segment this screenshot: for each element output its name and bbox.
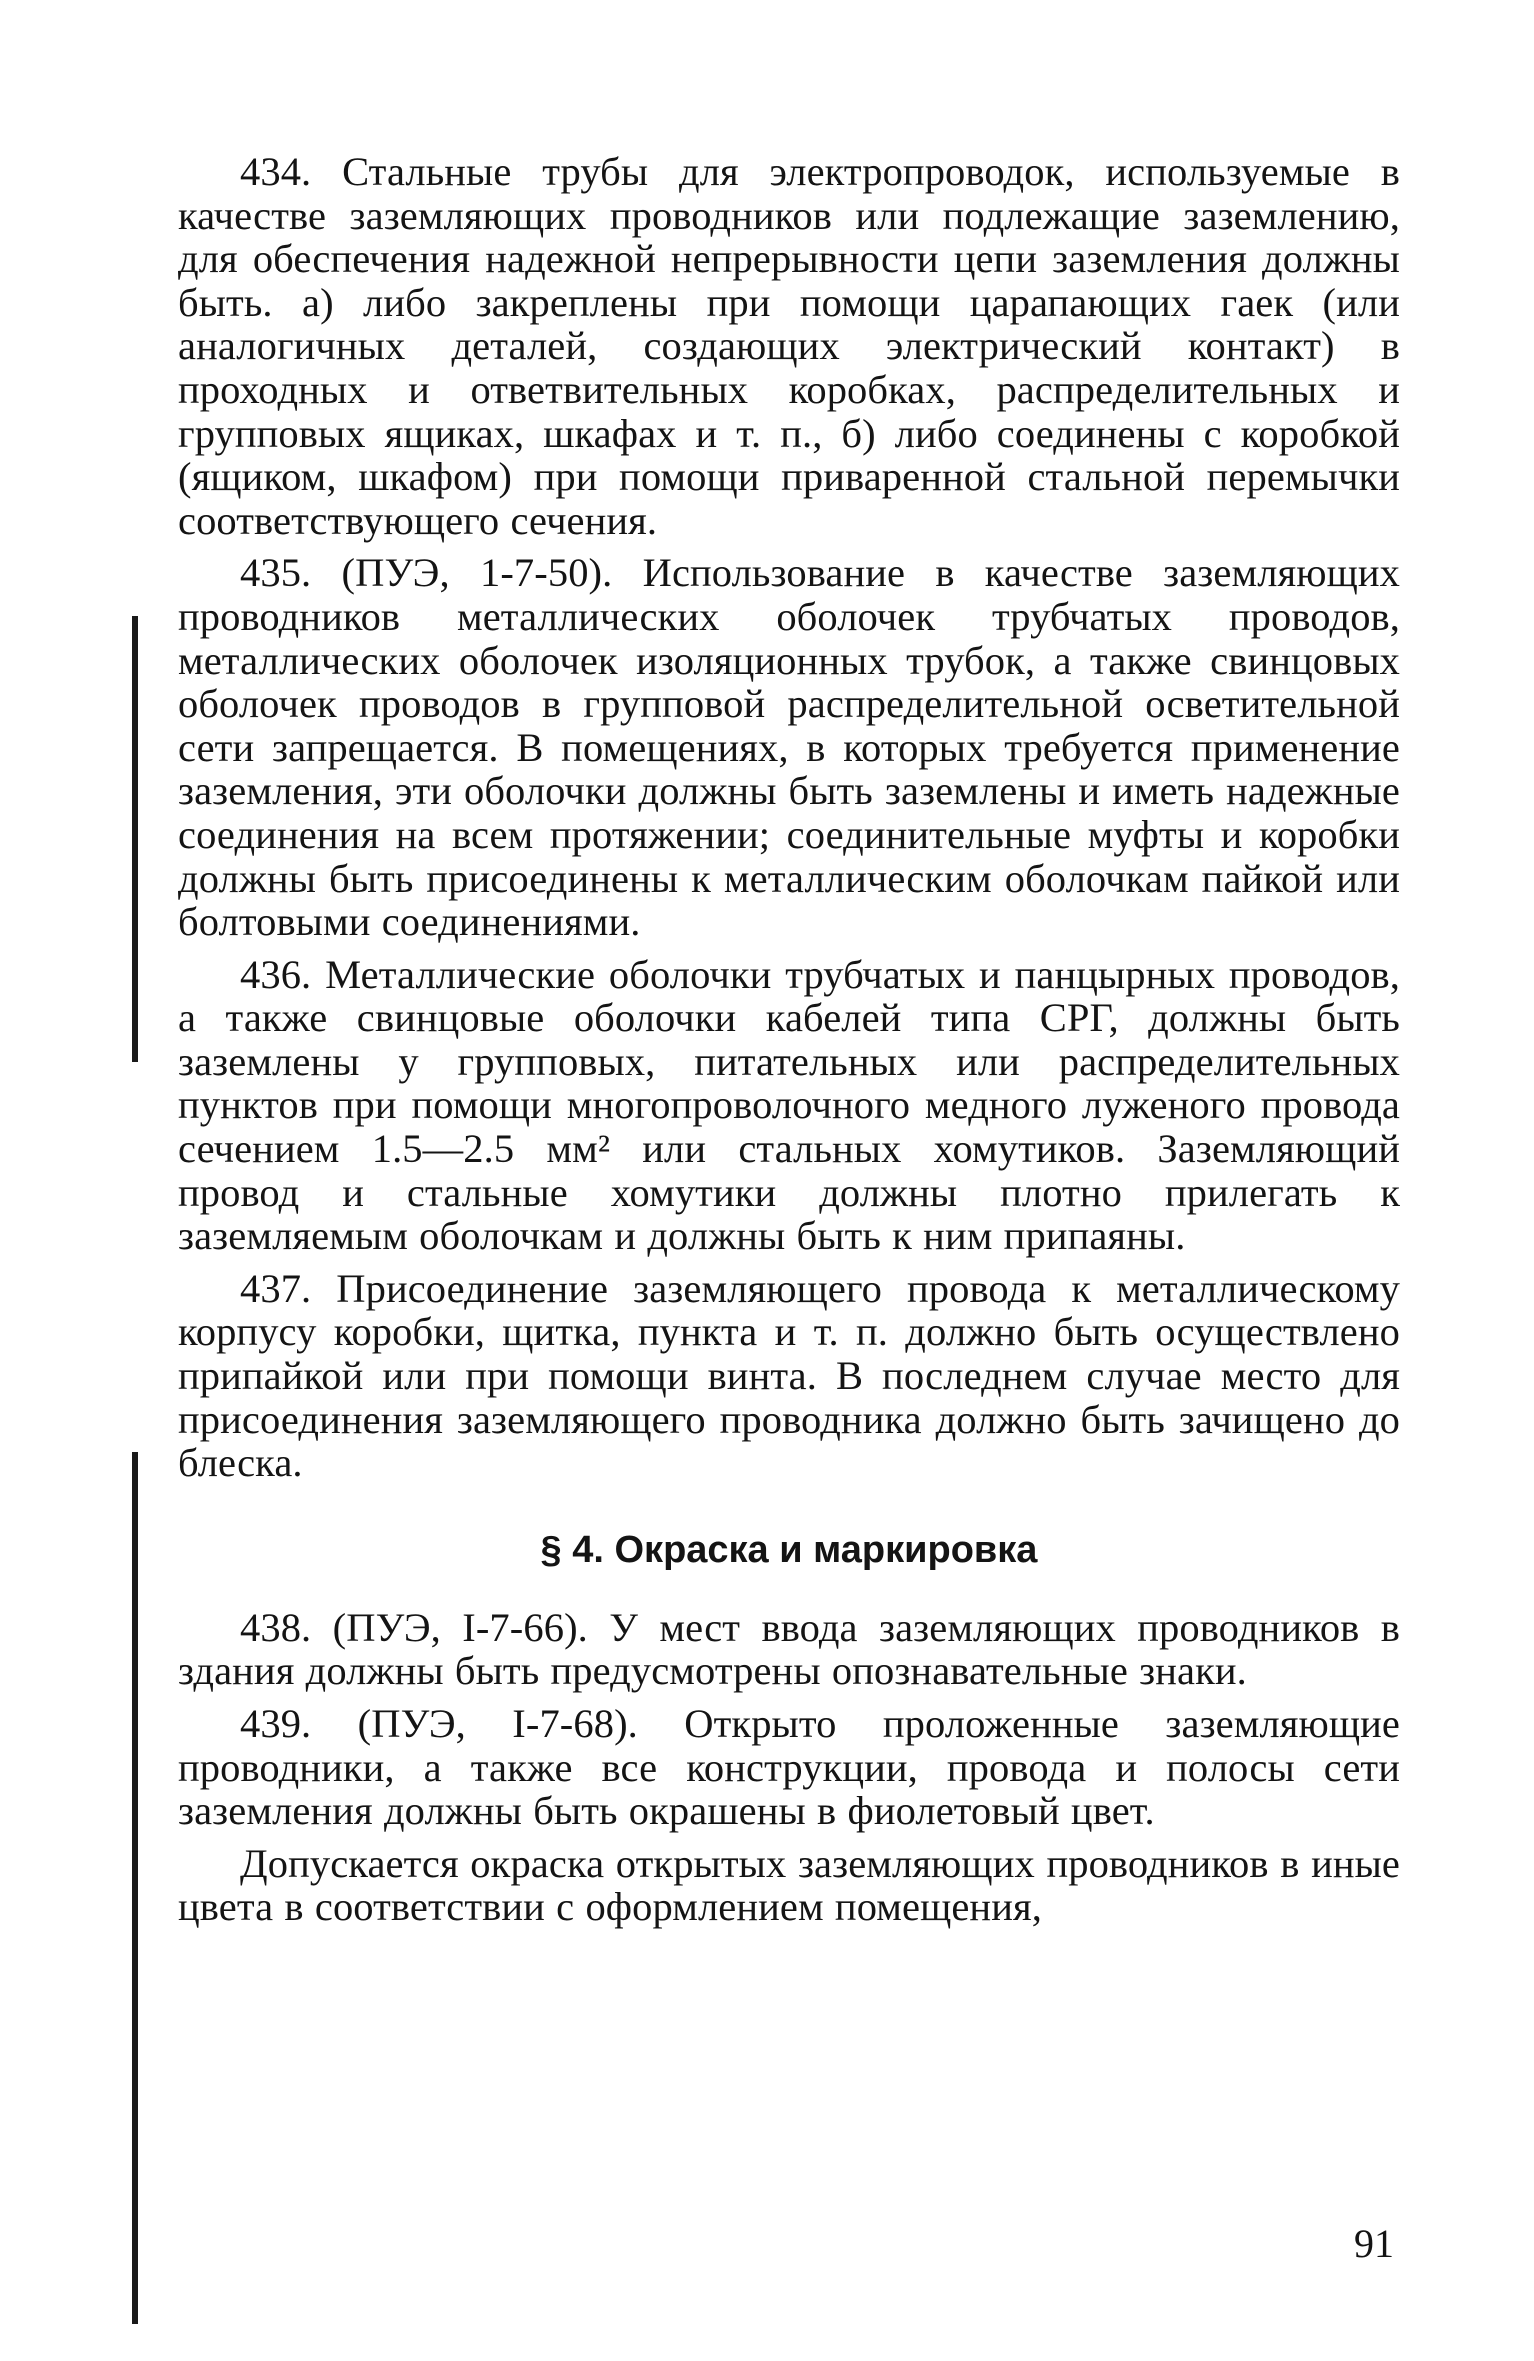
paragraph-436: 436. Металлические оболочки трубчатых и панцырных проводов, а также свинцовые оболочки кабелей типа СРГ, должны быть заземлены у групповых, питательных или распределительных пунктов при помощи многопроволочного медного луженого провода сечением 1.5—2.5 мм² или стальных хомутиков. Заземляющий провод и стальные хомутики должны плотно прилегать к заземляемым оболочкам и должны быть к ним припаяны.: [178, 951, 1400, 1259]
page-number: 91: [1354, 2221, 1394, 2266]
paragraph-435: 435. (ПУЭ, 1-7-50). Использование в качестве заземляющих проводников металлических оболочек трубчатых проводов, металлических оболочек изоляционных трубок, а также свинцовых оболочек проводов в групповой распределительной осветительной сети запрещается. В помещениях, в которых требуется применение заземления, эти оболочки должны быть заземлены и иметь надежные соединения на всем протяжении; соединительные муфты и коробки должны быть присоединены к металлическим оболочкам пайкой или болтовыми соединениями.: [178, 550, 1400, 945]
paragraph-437: 437. Присоединение заземляющего провода к металлическому корпусу коробки, щитка, пункта и т. п. должно быть осуществлено припайкой или при помощи винта. В последнем случае место для присоединения заземляющего проводника должно быть зачищено до блеска.: [178, 1265, 1400, 1486]
paragraph-438: 438. (ПУЭ, I-7-66). У мест ввода заземляющих проводников в здания должны быть предусмотрены опознавательные знаки.: [178, 1604, 1400, 1694]
paragraph-439: 439. (ПУЭ, I-7-68). Открыто проложенные заземляющие проводники, а также все конструкции, провода и полосы сети заземления должны быть окрашены в фиолетовый цвет.: [178, 1701, 1400, 1834]
text-column: [178, 150, 1400, 1929]
paragraph-continuation: Допускается окраска открытых заземляющих проводников в иные цвета в соответствии с оформлением помещения,: [178, 1840, 1400, 1930]
paragraph-434: 434. Стальные трубы для электропроводок, используемые в качестве заземляющих проводников или подлежащие заземлению, для обеспечения надежной непрерывности цепи заземления должны быть. а) либо закреплены при помощи царапающих гаек (или аналогичных деталей, создающих электрический контакт) в проходных и ответвительных коробках, распределительных и групповых ящиках, шкафах и т. п., б) либо соединены с коробкой (ящиком, шкафом) при помощи приваренной стальной перемычки соответствующего сечения.: [178, 149, 1400, 543]
margin-change-bar: [132, 1452, 138, 2324]
section-heading: § 4. Окраска и маркировка: [540, 1528, 1038, 1571]
margin-change-bar: [132, 616, 138, 1062]
